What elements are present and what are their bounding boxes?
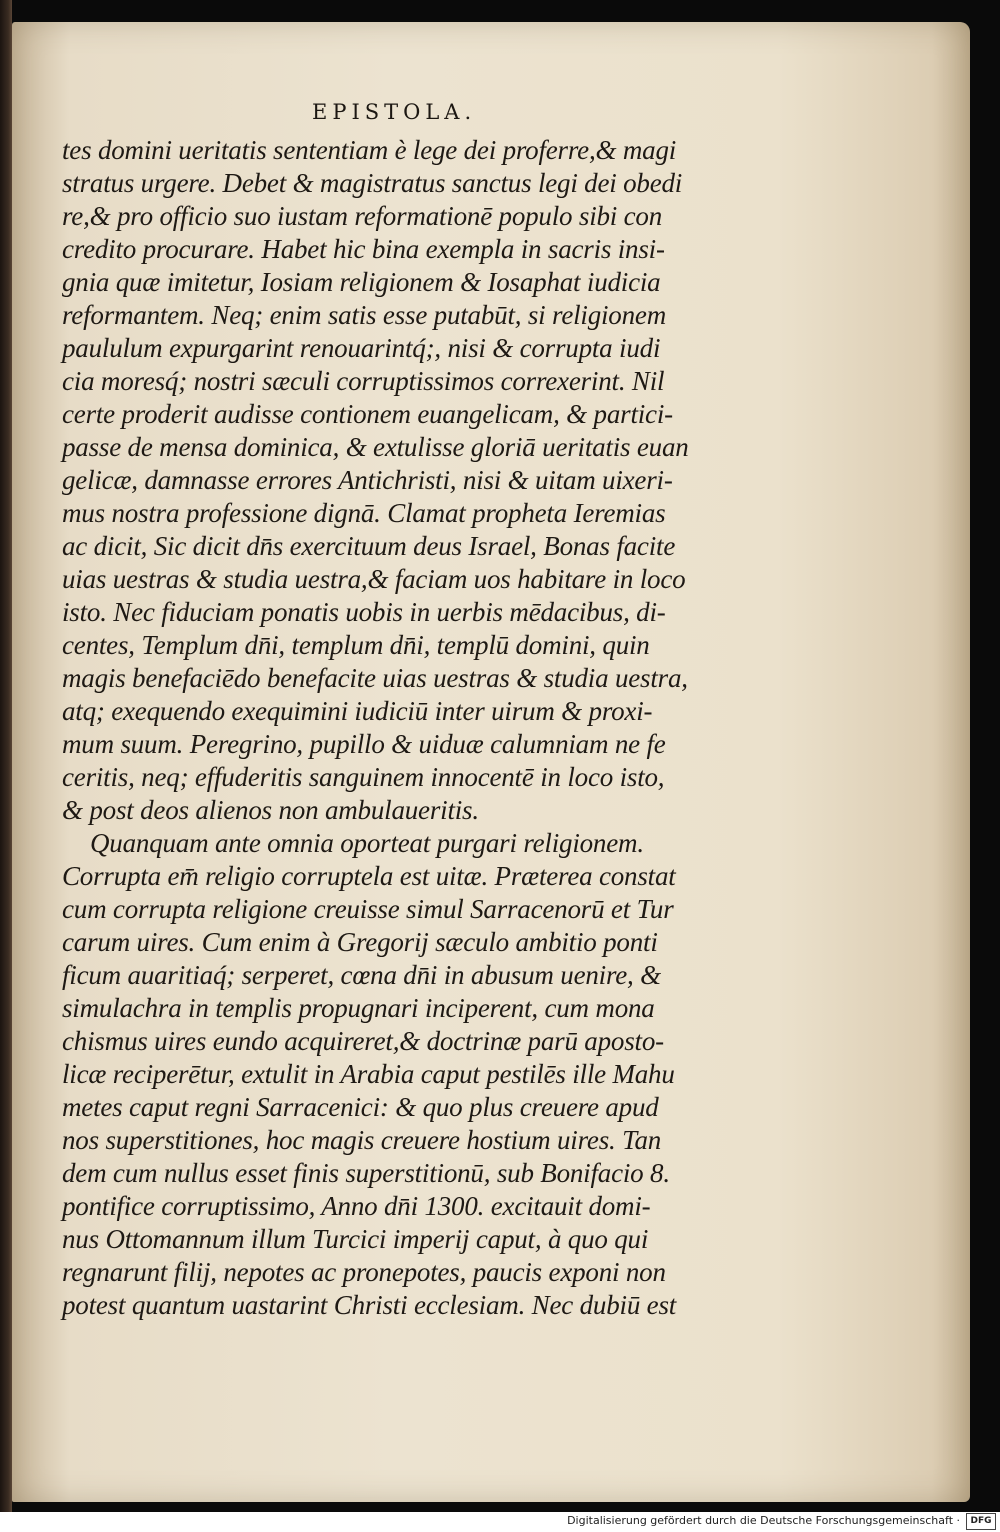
- text-line: [62, 959, 802, 992]
- text-line-content: Quanquam ante omnia oporteat purgari religionem.: [90, 828, 644, 858]
- text-line: [62, 596, 802, 629]
- text-line-content: tes domini ueritatis sententiam è lege dei proferre,& magi: [62, 135, 677, 165]
- text-line: [62, 662, 802, 695]
- text-line: [62, 1223, 802, 1256]
- text-line: [62, 1190, 802, 1223]
- text-line: [62, 893, 802, 926]
- text-line: [62, 1289, 802, 1322]
- text-line: [62, 398, 802, 431]
- text-line: [62, 827, 802, 860]
- text-line-content: magis benefaciēdo benefacite uias uestras & studia uestra,: [62, 663, 688, 693]
- text-line: [62, 1058, 802, 1091]
- text-line-content: reformantem. Neq; enim satis esse putabūt, si religionem: [62, 300, 666, 330]
- text-line: [62, 992, 802, 1025]
- text-line: [62, 860, 802, 893]
- text-line-content: stratus urgere. Debet & magistratus sanctus legi dei obedi: [62, 168, 683, 198]
- text-line-content: re,& pro officio suo iustam reformationē populo sibi con: [62, 201, 663, 231]
- text-line-content: simulachra in templis propugnari inciperent, cum mona: [62, 993, 655, 1023]
- text-line-content: nos superstitiones, hoc magis creuere hostium uires. Tan: [62, 1125, 662, 1155]
- text-line-content: nus Ottomannum illum Turcici imperij caput, à quo qui: [62, 1224, 649, 1254]
- text-line-content: potest quantum uastarint Christi ecclesiam. Nec dubiū est: [62, 1290, 677, 1320]
- text-line-content: ficum auaritiaq́; serperet, cœna dn̄i in abusum uenire, &: [62, 960, 661, 990]
- text-line: [62, 926, 802, 959]
- text-line: [62, 332, 802, 365]
- text-line: [62, 200, 802, 233]
- text-line: [62, 794, 802, 827]
- text-line-content: gnia quæ imitetur, Iosiam religionem & Iosaphat iudicia: [62, 267, 661, 297]
- text-line: [62, 728, 802, 761]
- text-line: [62, 1157, 802, 1190]
- text-line-content: carum uires. Cum enim à Gregorij sæculo ambitio ponti: [62, 927, 658, 957]
- text-line: [62, 695, 802, 728]
- text-line: [62, 1256, 802, 1289]
- text-line: [62, 134, 802, 167]
- text-line-content: licæ reciperētur, extulit in Arabia caput pestilēs ille Mahu: [62, 1059, 675, 1089]
- text-line-content: metes caput regni Sarracenici: & quo plus creuere apud: [62, 1092, 659, 1122]
- text-line: [62, 530, 802, 563]
- text-line: [62, 1091, 802, 1124]
- text-line: [62, 167, 802, 200]
- text-line: [62, 497, 802, 530]
- text-line-content: mum suum. Peregrino, pupillo & uiduæ calumniam ne fe: [62, 729, 666, 759]
- footer-band: [0, 1512, 1000, 1532]
- text-line: [62, 365, 802, 398]
- text-line: [62, 1124, 802, 1157]
- book-page: [12, 22, 970, 1502]
- text-line-content: ceritis, neq; effuderitis sanguinem innocentē in loco isto,: [62, 762, 665, 792]
- text-block: [62, 134, 802, 1322]
- text-line-content: pontifice corruptissimo, Anno dn̄i 1300. excitauit domi-: [62, 1191, 651, 1221]
- text-line-content: mus nostra professione dignā. Clamat propheta Ieremias: [62, 498, 666, 528]
- text-line: [62, 629, 802, 662]
- text-line: [62, 1025, 802, 1058]
- text-line-content: ac dicit, Sic dicit dn̄s exercituum deus Israel, Bonas facite: [62, 531, 676, 561]
- text-line-content: isto. Nec fiduciam ponatis uobis in uerbis mēdacibus, di-: [62, 597, 666, 627]
- text-line-content: & post deos alienos non ambulaueritis.: [62, 795, 479, 825]
- text-line-content: chismus uires eundo acquireret,& doctrinæ parū aposto-: [62, 1026, 664, 1056]
- text-line: [62, 266, 802, 299]
- dfg-logo: DFG: [966, 1513, 996, 1530]
- text-line-content: Corrupta em̄ religio corruptela est uitæ. Præterea constat: [62, 861, 676, 891]
- text-line-content: cia moresq́; nostri sæculi corruptissimos correxerint. Nil: [62, 366, 665, 396]
- text-line: [62, 464, 802, 497]
- text-line-content: gelicæ, damnasse errores Antichristi, nisi & uitam uixeri-: [62, 465, 673, 495]
- text-line-content: credito procurare. Habet hic bina exempla in sacris insi-: [62, 234, 665, 264]
- text-line-content: cum corrupta religione creuisse simul Sarracenorū et Tur: [62, 894, 674, 924]
- text-line: [62, 233, 802, 266]
- text-line-content: uias uestras & studia uestra,& faciam uos habitare in loco: [62, 564, 686, 594]
- text-line: [62, 563, 802, 596]
- text-line: [62, 431, 802, 464]
- text-line: [62, 761, 802, 794]
- text-line: [62, 299, 802, 332]
- text-line-content: atq; exequendo exequimini iudiciū inter uirum & proxi-: [62, 696, 653, 726]
- text-line-content: paululum expurgarint renouarintq́;, nisi & corrupta iudi: [62, 333, 661, 363]
- text-line-content: regnarunt filij, nepotes ac pronepotes, paucis exponi non: [62, 1257, 666, 1287]
- text-line-content: centes, Templum dn̄i, templum dn̄i, templū domini, quin: [62, 630, 650, 660]
- text-line-content: passe de mensa dominica, & extulisse gloriā ueritatis euan: [62, 432, 689, 462]
- running-head: EPISTOLA.: [312, 100, 477, 124]
- text-line-content: certe proderit audisse contionem euangelicam, & partici-: [62, 399, 673, 429]
- text-line-content: dem cum nullus esset finis superstitionū, sub Bonifacio 8.: [62, 1158, 670, 1188]
- footer-credit: Digitalisierung gefördert durch die Deutsche Forschungsgemeinschaft ·: [567, 1514, 960, 1527]
- page-edge: [0, 0, 12, 1512]
